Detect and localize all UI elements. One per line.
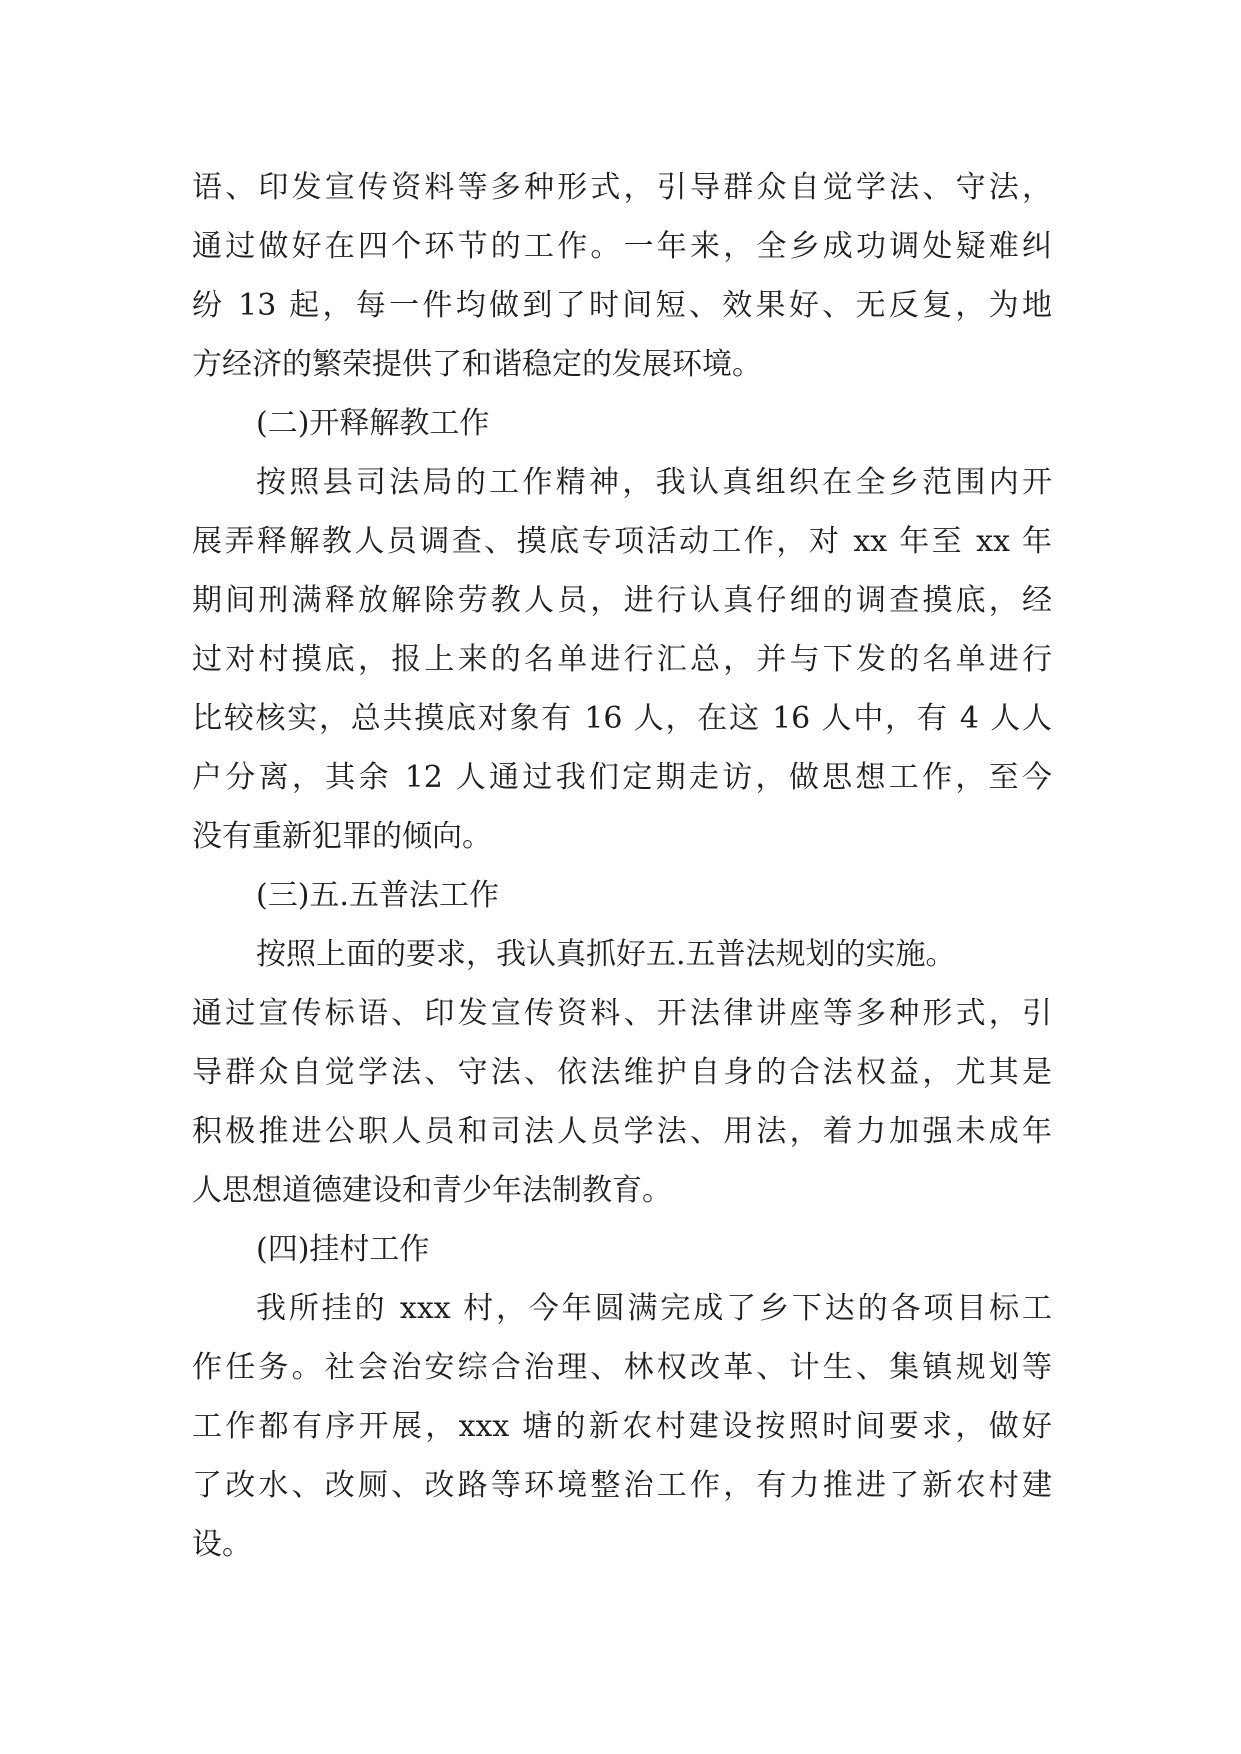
paragraph-line: 没有重新犯罪的倾向。 xyxy=(192,819,492,854)
paragraph-line: 作任务。社会治安综合治理、林权改革、计生、集镇规划等 xyxy=(192,1350,1052,1385)
paragraph-line: 户分离，其余 12 人通过我们定期走访，做思想工作，至今 xyxy=(192,760,1052,795)
paragraph-line: 设。 xyxy=(192,1527,252,1562)
paragraph-line: 工作都有序开展，xxx 塘的新农村建设按照时间要求，做好 xyxy=(192,1409,1052,1444)
paragraph-line: 展弄释解教人员调查、摸底专项活动工作，对 xx 年至 xx 年 xyxy=(192,524,1052,559)
paragraph-line: 积极推进公职人员和司法人员学法、用法，着力加强未成年 xyxy=(192,1114,1052,1149)
paragraph-line: 纷 13 起，每一件均做到了时间短、效果好、无反复，为地 xyxy=(192,288,1052,323)
paragraph-line: 语、印发宣传资料等多种形式，引导群众自觉学法、守法， xyxy=(192,170,1052,205)
paragraph-line: 过对村摸底，报上来的名单进行汇总，并与下发的名单进行 xyxy=(192,642,1052,677)
paragraph-line: 通过做好在四个环节的工作。一年来，全乡成功调处疑难纠 xyxy=(192,229,1052,264)
paragraph-line: 我所挂的 xxx 村，今年圆满完成了乡下达的各项目标工 xyxy=(256,1291,1052,1326)
paragraph-line: 按照上面的要求，我认真抓好五.五普法规划的实施。 xyxy=(256,937,956,972)
section-heading-3: (三)五.五普法工作 xyxy=(256,878,499,913)
document-body xyxy=(192,158,1052,1574)
paragraph-line: 通过宣传标语、印发宣传资料、开法律讲座等多种形式，引 xyxy=(192,996,1052,1031)
paragraph-line: 导群众自觉学法、守法、依法维护自身的合法权益，尤其是 xyxy=(192,1055,1052,1090)
paragraph-line: 人思想道德建设和青少年法制教育。 xyxy=(192,1173,672,1208)
paragraph-line: 期间刑满释放解除劳教人员，进行认真仔细的调查摸底，经 xyxy=(192,583,1052,618)
paragraph-line: 按照县司法局的工作精神，我认真组织在全乡范围内开 xyxy=(256,465,1052,500)
section-heading-4: (四)挂村工作 xyxy=(256,1232,430,1267)
section-heading-2: (二)开释解教工作 xyxy=(256,406,490,441)
paragraph-line: 方经济的繁荣提供了和谐稳定的发展环境。 xyxy=(192,347,762,382)
paragraph-line: 了改水、改厕、改路等环境整治工作，有力推进了新农村建 xyxy=(192,1468,1052,1503)
paragraph-line: 比较核实，总共摸底对象有 16 人，在这 16 人中，有 4 人人 xyxy=(192,701,1052,736)
